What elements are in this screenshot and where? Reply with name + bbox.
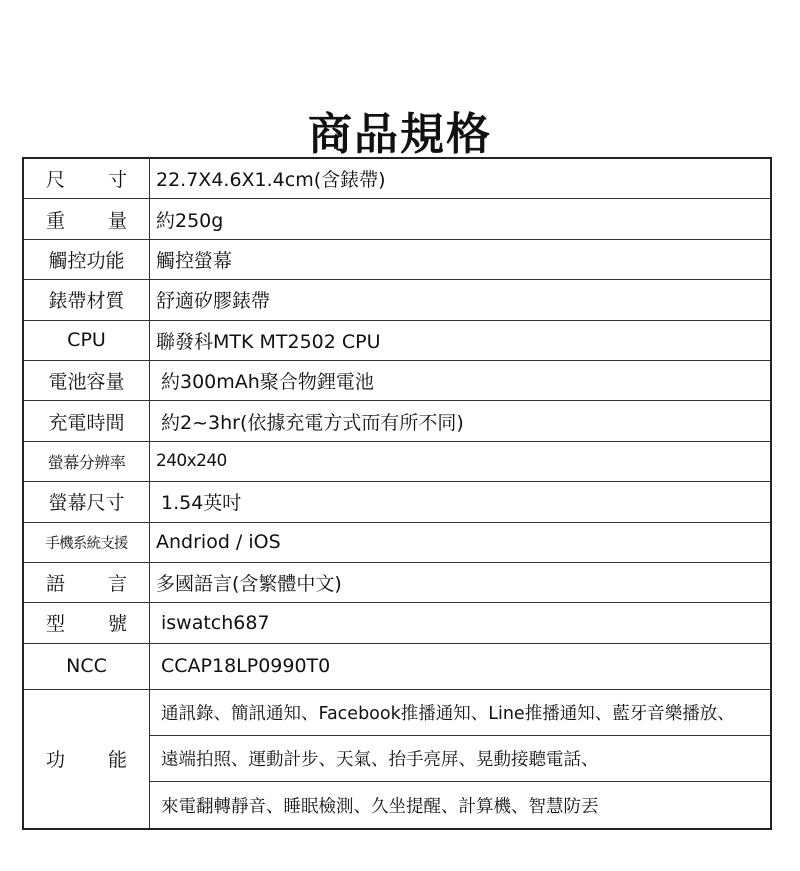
spec-label-char: 型 (46, 613, 66, 636)
spec-label-char: 尺 (46, 169, 66, 192)
function-list (150, 690, 770, 828)
spec-row-language (24, 563, 770, 603)
spec-label-char: 語 (46, 573, 66, 596)
spec-label-char: 量 (107, 209, 127, 232)
function-line: 通訊錄、簡訊通知、Facebook推播通知、Line推播通知、藍牙音樂播放、 (150, 690, 770, 736)
spec-value: 舒適矽膠錶帶 (156, 290, 271, 313)
spec-label: CPU (24, 321, 150, 360)
spec-row-size (24, 159, 770, 199)
spec-row-functions (24, 690, 770, 828)
spec-value: 1.54英吋 (161, 492, 242, 515)
spec-label: 螢幕分辨率 (24, 442, 150, 481)
spec-row-weight (24, 199, 770, 239)
spec-value: 聯發科MTK MT2502 CPU (156, 330, 381, 353)
spec-label (24, 159, 150, 198)
spec-label: 手機系統支援 (24, 523, 150, 562)
spec-table (22, 157, 772, 830)
spec-row-model (24, 603, 770, 643)
spec-row-resolution (24, 442, 770, 482)
spec-label: NCC (24, 644, 150, 689)
spec-value: 觸控螢幕 (156, 249, 233, 272)
spec-label-char: 寸 (107, 169, 127, 192)
spec-label: 螢幕尺寸 (24, 482, 150, 521)
spec-value: 240x240 (156, 451, 227, 472)
spec-label: 觸控功能 (24, 240, 150, 279)
spec-row-screen-size (24, 482, 770, 522)
spec-value: CCAP18LP0990T0 (161, 655, 331, 678)
spec-label-char: 言 (107, 573, 127, 596)
spec-label-char: 能 (107, 749, 127, 772)
spec-row-battery (24, 361, 770, 401)
spec-label-char: 號 (107, 613, 127, 636)
spec-row-strap (24, 280, 770, 320)
spec-label: 電池容量 (24, 361, 150, 400)
spec-row-touch (24, 240, 770, 280)
spec-row-charge-time (24, 401, 770, 441)
spec-label (24, 690, 150, 828)
function-line: 遠端拍照、運動計步、天氣、抬手亮屏、晃動接聽電話、 (150, 736, 770, 782)
spec-value: Andriod / iOS (156, 531, 281, 554)
spec-label (24, 603, 150, 642)
spec-row-os-support (24, 523, 770, 563)
spec-label: 充電時間 (24, 401, 150, 440)
spec-value: 約2~3hr(依據充電方式而有所不同) (161, 411, 464, 434)
spec-value: iswatch687 (161, 611, 270, 634)
spec-value: 約250g (156, 209, 224, 232)
spec-value: 約300mAh聚合物鋰電池 (161, 371, 374, 394)
spec-label: 錶帶材質 (24, 280, 150, 319)
spec-value: 多國語言(含繁體中文) (156, 573, 342, 596)
spec-label (24, 199, 150, 238)
spec-label-char: 功 (46, 749, 66, 772)
spec-label (24, 563, 150, 602)
spec-value: 22.7X4.6X1.4cm(含錶帶) (156, 169, 386, 192)
spec-row-ncc (24, 644, 770, 690)
spec-label-char: 重 (46, 209, 66, 232)
spec-row-cpu (24, 321, 770, 361)
function-line: 來電翻轉靜音、睡眠檢測、久坐提醒、計算機、智慧防丟 (161, 796, 599, 817)
page-title: 商品規格 (308, 109, 492, 160)
